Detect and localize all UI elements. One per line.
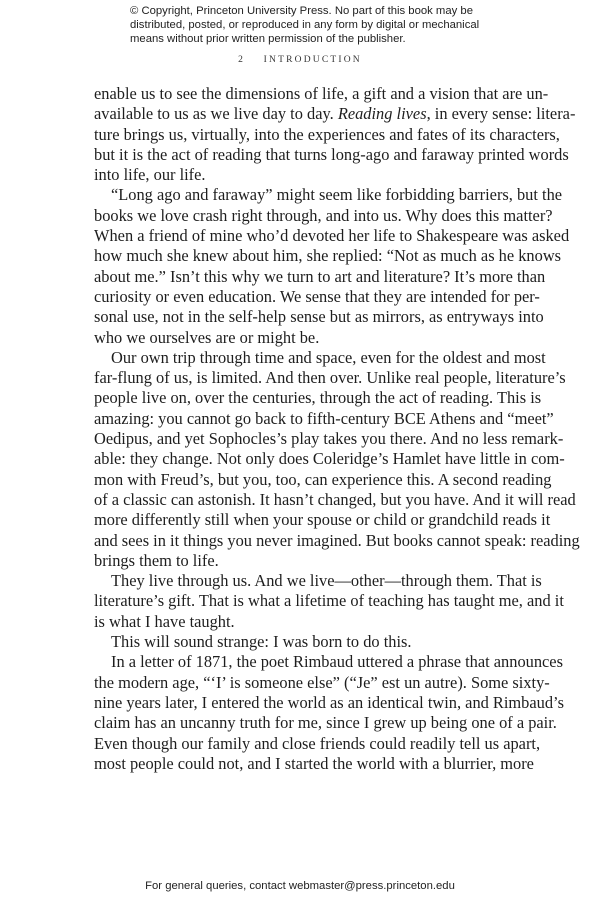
text-line: Our own trip through time and space, even for the oldest and most bbox=[111, 347, 546, 367]
paragraph bbox=[94, 185, 570, 347]
text-line: how much she knew about him, she replied: “Not as much as he knows bbox=[94, 246, 562, 266]
text-line: and sees in it things you never imagined. But books cannot speak: reading bbox=[94, 530, 580, 550]
text-line: about me.” Isn’t this why we turn to art and literature? It’s more than bbox=[94, 266, 546, 286]
body-text bbox=[94, 84, 580, 774]
text-line: brings them to life. bbox=[94, 550, 219, 570]
paragraph bbox=[94, 84, 576, 185]
text-line: but it is the act of reading that turns long-ago and faraway printed words bbox=[94, 144, 569, 164]
page-number: 2 bbox=[238, 55, 246, 65]
text-line: sonal use, not in the self-help sense but as mirrors, as entryways into bbox=[94, 307, 544, 327]
paragraph bbox=[94, 571, 564, 632]
text-line: nine years later, I entered the world as an identical twin, and Rimbaud’s bbox=[94, 692, 564, 712]
text-line: the modern age, “‘I’ is someone else” (“Je” est un autre). Some sixty- bbox=[94, 672, 550, 692]
text-line: most people could not, and I started the world with a blurrier, more bbox=[94, 753, 534, 773]
text-line: more differently still when your spouse or child or grandchild reads it bbox=[94, 510, 551, 530]
text-line: people live on, over the centuries, through the act of reading. This is bbox=[94, 388, 542, 408]
text-line: enable us to see the dimensions of life, a gift and a vision that are un- bbox=[94, 84, 549, 103]
section-title: INTRODUCTION bbox=[263, 55, 362, 65]
text-line: books we love crash right through, and into us. Why does this matter? bbox=[94, 205, 553, 225]
text-line: They live through us. And we live—other—through them. That is bbox=[111, 571, 542, 591]
text-line: mon with Freud’s, but you, too, can experience this. A second reading bbox=[94, 469, 552, 489]
paragraph bbox=[94, 652, 564, 774]
copyright-line: distributed, posted, or reproduced in any form by digital or mechanical bbox=[130, 19, 480, 31]
text-line: “Long ago and faraway” might seem like forbidding barriers, but the bbox=[111, 185, 563, 205]
paragraph bbox=[94, 632, 519, 652]
text-line: available to us as we live day to day. Reading lives, in every sense: litera- bbox=[94, 104, 576, 124]
paragraph bbox=[94, 347, 580, 571]
text-line: literature’s gift. That is what a lifetime of teaching has taught me, and it bbox=[94, 591, 564, 611]
text-line: This will sound strange: I was born to do this. bbox=[111, 632, 412, 652]
text-line: claim has an uncanny truth for me, since I grew up being one of a pair. bbox=[94, 713, 557, 733]
text-line: amazing: you cannot go back to fifth-century BCE Athens and “meet” bbox=[94, 408, 554, 428]
italic-phrase: Reading lives bbox=[337, 104, 427, 124]
text-line: In a letter of 1871, the poet Rimbaud uttered a phrase that announces bbox=[111, 652, 563, 672]
text-line: Even though our family and close friends could readily tell us apart, bbox=[94, 733, 541, 753]
text-line: ture brings us, virtually, into the experiences and fates of its characters, bbox=[94, 124, 560, 144]
text-line: Oedipus, and yet Sophocles’s play takes you there. And no less remark- bbox=[94, 429, 564, 449]
text-line: into life, our life. bbox=[94, 165, 206, 185]
copyright-line: means without prior written permission of the publisher. bbox=[130, 33, 406, 45]
copyright-line: © Copyright, Princeton University Press. No part of this book may be bbox=[130, 5, 473, 17]
text-line: who we ourselves are or might be. bbox=[94, 327, 320, 347]
running-head bbox=[0, 55, 600, 65]
text-line: is what I have taught. bbox=[94, 611, 235, 631]
text-line: of a classic can astonish. It hasn’t changed, but you have. And it will read bbox=[94, 489, 576, 509]
footer-contact: For general queries, contact webmaster@press.princeton.edu bbox=[145, 880, 455, 892]
text-line: able: they change. Not only does Coleridge’s Hamlet have little in com- bbox=[94, 449, 565, 469]
copyright-notice bbox=[130, 4, 490, 46]
text-line: far-flung of us, is limited. And then over. Unlike real people, literature’s bbox=[94, 368, 566, 388]
text-line: curiosity or even education. We sense that they are intended for per- bbox=[94, 286, 540, 306]
text-line: When a friend of mine who’d devoted her life to Shakespeare was asked bbox=[94, 226, 570, 246]
